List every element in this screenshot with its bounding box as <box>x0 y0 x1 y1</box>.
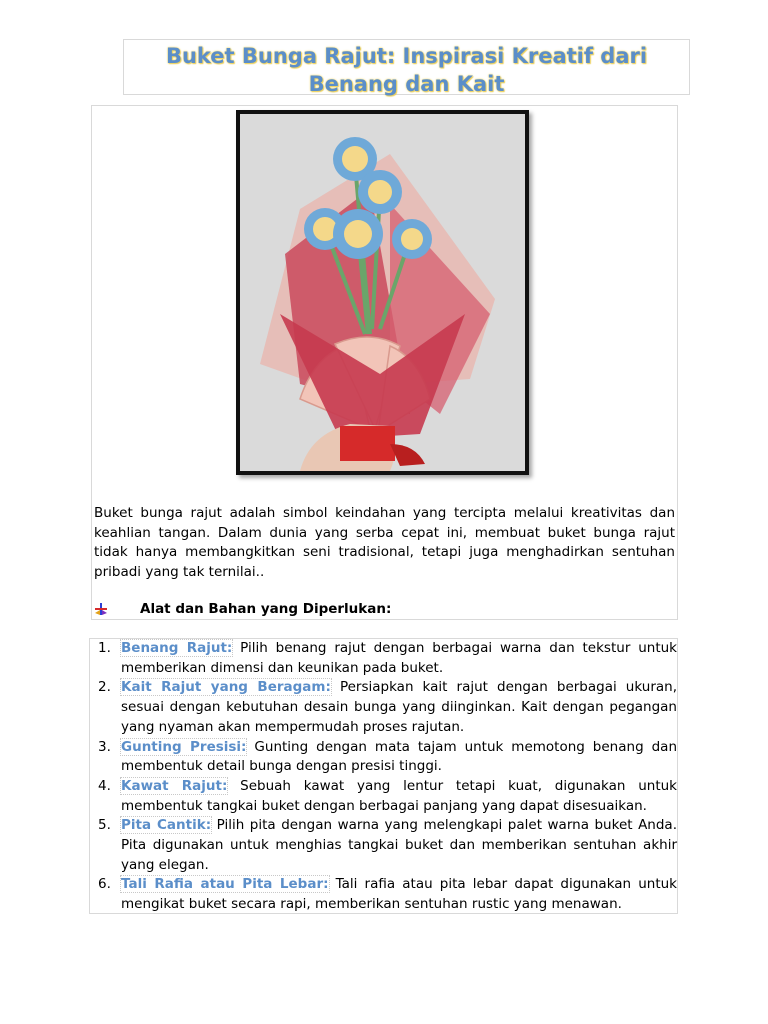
item-text: Tali rafia atau pita lebar dapat digunakan untuk mengikat buket secara rapi, memberikan sentuhan rustic yang menawan. <box>121 876 677 913</box>
title-box <box>123 39 690 95</box>
item-term: Pita Cantik: <box>121 817 212 834</box>
list-item <box>90 816 679 875</box>
item-term: Tali Rafia atau Pita Lebar: <box>121 876 329 893</box>
item-number: 3. <box>98 738 111 755</box>
materials-heading: Alat dan Bahan yang Diperlukan: <box>140 601 392 617</box>
list-item <box>90 639 679 678</box>
item-number: 4. <box>98 777 111 794</box>
page-title: Buket Bunga Rajut: Inspirasi Kreatif dari Benang dan Kait <box>165 44 648 96</box>
item-text: Pilih benang rajut dengan berbagai warna dan tekstur untuk memberikan dimensi dan keunikan pada buket. <box>121 640 677 676</box>
item-term: Kawat Rajut: <box>121 777 228 794</box>
item-term: Kait Rajut yang Beragam: <box>121 679 331 696</box>
list-item <box>90 777 679 816</box>
bouquet-photo <box>236 110 529 475</box>
subheading-row <box>92 599 679 621</box>
item-number: 5. <box>98 817 111 834</box>
list-item <box>90 738 679 777</box>
item-text: Gunting dengan mata tajam untuk memotong benang dan membentuk detail bunga dengan presisi tinggi. <box>121 738 677 775</box>
materials-list-box <box>89 638 678 914</box>
item-text: Pilih pita dengan warna yang melengkapi palet warna buket Anda. Pita digunakan untuk menghias tangkai buket dan memberikan sentuhan akhir yang elegan. <box>121 817 677 873</box>
list-item <box>90 678 679 737</box>
item-number: 1. <box>98 640 111 656</box>
item-term: Benang Rajut: <box>121 640 233 656</box>
intro-section <box>91 105 678 620</box>
list-item <box>90 875 679 914</box>
colored-arrow-bullet-icon <box>94 602 108 616</box>
intro-paragraph: Buket bunga rajut adalah simbol keindahan yang tercipta melalui kreativitas dan keahlian tangan. Dalam dunia yang serba cepat ini, membuat buket bunga rajut tidak hanya membangkitkan seni tradisional, tetapi juga menghadirkan sentuhan pribadi yang tak ternilai.. <box>94 505 675 580</box>
item-text: Persiapkan kait rajut dengan berbagai ukuran, sesuai dengan kebutuhan desain bunga yang diinginkan. Kait dengan pegangan yang nyaman akan mempermudah proses rajutan. <box>121 679 677 735</box>
materials-list <box>90 639 679 915</box>
item-text: Sebuah kawat yang lentur tetapi kuat, digunakan untuk membentuk tangkai buket dengan berbagai panjang yang dapat disesuaikan. <box>121 777 677 814</box>
item-number: 6. <box>98 876 111 893</box>
item-term: Gunting Presisi: <box>121 738 247 755</box>
item-number: 2. <box>98 679 111 696</box>
